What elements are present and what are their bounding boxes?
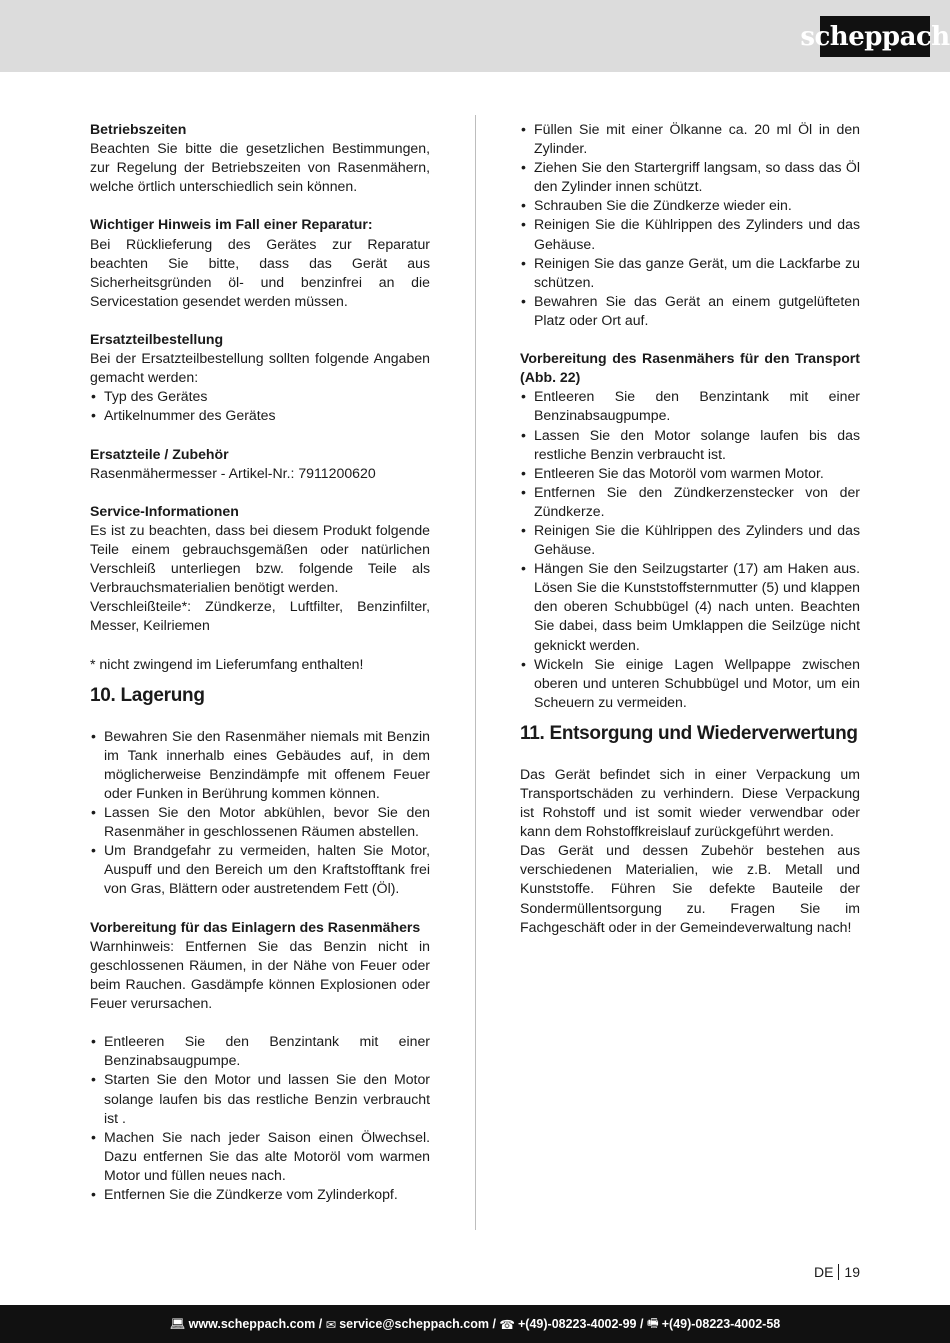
right-column: [520, 120, 860, 937]
heading-einlagern: Vorbereitung für das Einlagern des Rasenmähers: [90, 918, 421, 935]
heading-transport: Vorbereitung des Rasenmähers für den Transport (Abb. 22): [520, 350, 860, 386]
list-item: • Machen Sie nach jeder Saison einen Ölwechsel. Dazu entfernen Sie das alte Motoröl vom warmen Motor und füllen neues nach.: [90, 1128, 430, 1185]
list-item: • Lassen Sie den Motor solange laufen bis das restliche Benzin verbraucht ist.: [520, 426, 860, 464]
list-item: • Entleeren Sie den Benzintank mit einer Benzinabsaugpumpe.: [90, 1032, 430, 1070]
list-item: • Um Brandgefahr zu vermeiden, halten Sie Motor, Auspuff und den Bereich um den Kraftstofftank frei von Gras, Blättern oder austretendem Fett (Öl).: [90, 841, 430, 898]
footnote: * nicht zwingend im Lieferumfang enthalten!: [90, 655, 364, 672]
page-number-value: 19: [844, 1264, 860, 1280]
list-item: • Reinigen Sie die Kühlrippen des Zylinders und das Gehäuse.: [520, 521, 860, 559]
paragraph-reparatur: Bei Rücklieferung des Gerätes zur Reparatur beachten Sie bitte, dass das Gerät aus Sicherheitsgründen öl- und benzinfrei an die Servicestation gesendet werden müssen.: [90, 235, 430, 309]
section-title-entsorgung: 11. Entsorgung und Wiederverwertung: [520, 722, 858, 744]
heading-betriebszeiten: Betriebszeiten: [90, 121, 187, 137]
paragraph-warnhinweis: Warnhinweis: Entfernen Sie das Benzin nicht in geschlossenen Räumen, in der Nähe von Feuer oder beim Rauchen. Gasdämpfe können Explosionen oder Feuer verursachen.: [90, 937, 430, 1012]
list-item: • Entfernen Sie die Zündkerze vom Zylinderkopf.: [90, 1185, 430, 1204]
paragraph-ersatzteile-zubehoer: Rasenmähermesser - Artikel-Nr.: 7911200620: [90, 464, 376, 481]
heading-ersatzteile-zubehoer: Ersatzteile / Zubehör: [90, 445, 229, 462]
list-item: • Artikelnummer des Gerätes: [90, 406, 430, 425]
list-item: • Starten Sie den Motor und lassen Sie den Motor solange laufen bis das restliche Benzin verbraucht ist .: [90, 1070, 430, 1127]
list-item: • Entfernen Sie den Zündkerzenstecker von der Zündkerze.: [520, 483, 860, 521]
list-item: • Füllen Sie mit einer Ölkanne ca. 20 ml Öl in den Zylinder.: [520, 120, 860, 158]
envelope-icon: ✉︎: [325, 1317, 337, 1332]
list-item: • Entleeren Sie das Motoröl vom warmen Motor.: [520, 464, 860, 483]
list-einlagern-continued: [520, 120, 860, 330]
footer-phone: +(49)-08223-4002-99 /: [518, 1317, 644, 1331]
list-item: • Bewahren Sie das Gerät an einem gutgelüfteten Platz oder Ort auf.: [520, 292, 860, 330]
scheppach-logo: scheppach: [820, 16, 930, 57]
footer-bar: [0, 1305, 950, 1343]
list-transport: [520, 387, 860, 712]
phone-icon: ☎︎: [499, 1317, 515, 1332]
paragraph-verschleissteile: Verschleißteile*: Zündkerze, Luftfilter, Benzinfilter, Messer, Keilriemen: [90, 598, 430, 634]
left-column: [90, 120, 430, 1204]
paragraph-betriebszeiten: Beachten Sie bitte die gesetzlichen Bestimmungen, zur Regelung der Betriebszeiten von Rasenmähern, welche örtlich unterschiedlich sein können.: [90, 140, 430, 195]
list-item: • Reinigen Sie das ganze Gerät, um die Lackfarbe zu schützen.: [520, 254, 860, 292]
fax-icon: 🖷︎: [646, 1315, 659, 1330]
list-item: • Hängen Sie den Seilzugstarter (17) am Haken aus. Lösen Sie die Kunststoffsternmutter (5) und klappen den oberen Schubbügel (4) nach unten. Beachten Sie dabei, dass beim Umklappen die Seilzüge nicht geknickt werden.: [520, 559, 860, 654]
heading-service-informationen: Service-Informationen: [90, 502, 239, 519]
paragraph-ersatzteilbestellung: Bei der Ersatzteilbestellung sollten folgende Angaben gemacht werden:: [90, 350, 430, 386]
heading-ersatzteilbestellung: Ersatzteilbestellung: [90, 331, 224, 348]
footer-email: service@scheppach.com /: [339, 1317, 496, 1331]
list-item: • Reinigen Sie die Kühlrippen des Zylinders und das Gehäuse.: [520, 215, 860, 253]
paragraph-entsorgung-1: Das Gerät befindet sich in einer Verpackung um Transportschäden zu verhindern. Diese Verpackung ist Rohstoff und ist somit wieder verwendbar oder kann dem Rohstoffkreislauf zurückgeführt werden.: [520, 765, 860, 840]
list-item: • Bewahren Sie den Rasenmäher niemals mit Benzin im Tank innerhalb eines Gebäudes auf, in dem möglicherweise Benzindämpfe mit offenem Feuer oder Funken in Berührung kommen können.: [90, 727, 430, 803]
footer-fax: +(49)-08223-4002-58: [661, 1317, 781, 1331]
paragraph-entsorgung-2: Das Gerät und dessen Zubehör bestehen aus verschiedenen Materialien, wie z.B. Metall und Kunststoffe. Führen Sie defekte Bauteile der Sondermüllentsorgung zu. Fragen Sie im Fachgeschäft oder in der Gemeindeverwaltung nach!: [520, 842, 860, 935]
list-item: • Lassen Sie den Motor abkühlen, bevor Sie den Rasenmäher in geschlossenen Räumen abstellen.: [90, 803, 430, 841]
list-item: • Ziehen Sie den Startergriff langsam, so dass das Öl den Zylinder innen schützt.: [520, 158, 860, 196]
page-number: [814, 1264, 860, 1280]
list-item: • Wickeln Sie einige Lagen Wellpappe zwischen oberen und unteren Schubbügel und Motor, um ein Scheuern zu vermeiden.: [520, 655, 860, 712]
list-ersatzteilbestellung: [90, 387, 430, 425]
computer-icon: 💻︎: [169, 1316, 186, 1331]
footer-website: www.scheppach.com /: [188, 1317, 323, 1331]
list-lagerung: [90, 727, 430, 899]
header-bar: [0, 0, 950, 72]
section-title-lagerung: 10. Lagerung: [90, 684, 205, 706]
list-item: • Typ des Gerätes: [90, 387, 430, 406]
page-language: DE: [813, 1264, 834, 1280]
list-einlagern: [90, 1032, 430, 1204]
list-item: • Schrauben Sie die Zündkerze wieder ein.: [520, 196, 860, 215]
column-divider: [475, 115, 476, 1230]
paragraph-service-informationen: Es ist zu beachten, dass bei diesem Produkt folgende Teile einem gebrauchsgemäßen oder natürlichen Verschleiß unterliegen bzw. folgende Teile als Verbrauchsmaterialien benötigt werden.: [90, 521, 430, 596]
heading-reparatur: Wichtiger Hinweis im Fall einer Reparatur:: [90, 216, 373, 233]
list-item: • Entleeren Sie den Benzintank mit einer Benzinabsaugpumpe.: [520, 387, 860, 425]
